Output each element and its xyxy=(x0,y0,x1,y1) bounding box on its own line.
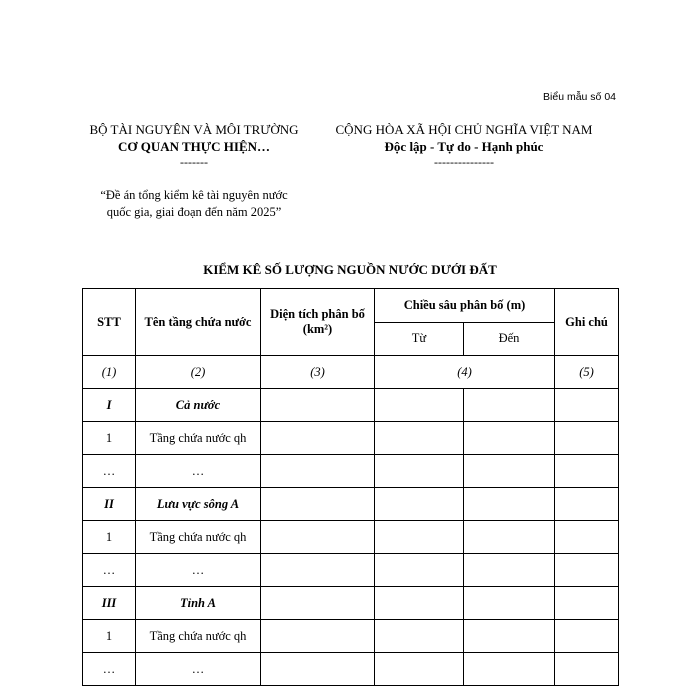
depth-from-cell[interactable] xyxy=(375,587,464,620)
table-row xyxy=(83,653,619,686)
area-cell[interactable] xyxy=(261,620,375,653)
depth-to-cell[interactable] xyxy=(464,488,555,521)
row-stt: III xyxy=(83,587,136,620)
note-cell[interactable] xyxy=(555,554,619,587)
depth-to-cell[interactable] xyxy=(464,521,555,554)
area-cell[interactable] xyxy=(261,455,375,488)
agency-header xyxy=(72,121,316,169)
depth-to-cell[interactable] xyxy=(464,587,555,620)
depth-from-cell[interactable] xyxy=(375,422,464,455)
project-name xyxy=(72,187,316,221)
agency-divider: ------- xyxy=(180,155,208,169)
depth-to-cell[interactable] xyxy=(464,389,555,422)
table-row xyxy=(83,587,619,620)
row-name: Tầng chứa nước qh xyxy=(136,422,261,455)
form-code: Biểu mẫu số 04 xyxy=(543,91,616,103)
area-cell[interactable] xyxy=(261,488,375,521)
row-name: Tầng chứa nước qh xyxy=(136,620,261,653)
row-stt: I xyxy=(83,389,136,422)
row-name: … xyxy=(136,554,261,587)
document-title: KIỂM KÊ SỐ LƯỢNG NGUỒN NƯỚC DƯỚI ĐẤT xyxy=(203,262,497,277)
table-row xyxy=(83,554,619,587)
depth-from-cell[interactable] xyxy=(375,620,464,653)
national-header xyxy=(320,121,608,169)
area-cell[interactable] xyxy=(261,422,375,455)
note-cell[interactable] xyxy=(555,587,619,620)
column-number: (2) xyxy=(136,356,261,389)
note-cell[interactable] xyxy=(555,422,619,455)
area-cell[interactable] xyxy=(261,653,375,686)
depth-to-cell[interactable] xyxy=(464,554,555,587)
table-row xyxy=(83,455,619,488)
area-cell[interactable] xyxy=(261,521,375,554)
column-number: (5) xyxy=(555,356,619,389)
motto-divider: --------------- xyxy=(434,155,494,169)
row-name: … xyxy=(136,653,261,686)
row-name: Lưu vực sông A xyxy=(136,488,261,521)
table-row xyxy=(83,488,619,521)
column-number: (1) xyxy=(83,356,136,389)
depth-from-cell[interactable] xyxy=(375,389,464,422)
note-cell[interactable] xyxy=(555,620,619,653)
depth-to-cell[interactable] xyxy=(464,620,555,653)
header-depth-from: Từ xyxy=(375,322,464,356)
column-number: (4) xyxy=(375,356,555,389)
project-line-1: “Đề án tổng kiểm kê tài nguyên nước xyxy=(100,188,288,202)
column-number-row xyxy=(83,356,619,389)
header-aquifer-name: Tên tầng chứa nước xyxy=(136,289,261,356)
table-row xyxy=(83,389,619,422)
depth-to-cell[interactable] xyxy=(464,422,555,455)
depth-from-cell[interactable] xyxy=(375,488,464,521)
table-header-row xyxy=(83,289,619,323)
table-row xyxy=(83,422,619,455)
row-stt: … xyxy=(83,554,136,587)
project-line-2: quốc gia, giai đoạn đến năm 2025” xyxy=(106,205,282,219)
depth-from-cell[interactable] xyxy=(375,521,464,554)
table-row xyxy=(83,620,619,653)
column-number: (3) xyxy=(261,356,375,389)
row-stt: 1 xyxy=(83,620,136,653)
header-area: Diện tích phân bố (km²) xyxy=(261,289,375,356)
header-note: Ghi chú xyxy=(555,289,619,356)
row-stt: 1 xyxy=(83,422,136,455)
row-name: Tầng chứa nước qh xyxy=(136,521,261,554)
row-stt: … xyxy=(83,653,136,686)
header-depth-to: Đến xyxy=(464,322,555,356)
note-cell[interactable] xyxy=(555,488,619,521)
national-name: CỘNG HÒA XÃ HỘI CHỦ NGHĨA VIỆT NAM xyxy=(335,122,593,137)
header-depth: Chiều sâu phân bố (m) xyxy=(375,289,555,323)
depth-from-cell[interactable] xyxy=(375,554,464,587)
area-cell[interactable] xyxy=(261,389,375,422)
depth-from-cell[interactable] xyxy=(375,653,464,686)
row-name: Tỉnh A xyxy=(136,587,261,620)
header-stt: STT xyxy=(83,289,136,356)
note-cell[interactable] xyxy=(555,521,619,554)
note-cell[interactable] xyxy=(555,389,619,422)
national-motto: Độc lập - Tự do - Hạnh phúc xyxy=(384,139,544,154)
row-stt: … xyxy=(83,455,136,488)
row-stt: II xyxy=(83,488,136,521)
area-cell[interactable] xyxy=(261,554,375,587)
executing-agency: CƠ QUAN THỰC HIỆN… xyxy=(117,139,271,154)
row-name: … xyxy=(136,455,261,488)
area-cell[interactable] xyxy=(261,587,375,620)
ministry-name: BỘ TÀI NGUYÊN VÀ MÔI TRƯỜNG xyxy=(89,122,299,137)
depth-to-cell[interactable] xyxy=(464,653,555,686)
note-cell[interactable] xyxy=(555,455,619,488)
depth-from-cell[interactable] xyxy=(375,455,464,488)
table-row xyxy=(83,521,619,554)
depth-to-cell[interactable] xyxy=(464,455,555,488)
row-name: Cả nước xyxy=(136,389,261,422)
inventory-table xyxy=(82,288,619,686)
note-cell[interactable] xyxy=(555,653,619,686)
row-stt: 1 xyxy=(83,521,136,554)
